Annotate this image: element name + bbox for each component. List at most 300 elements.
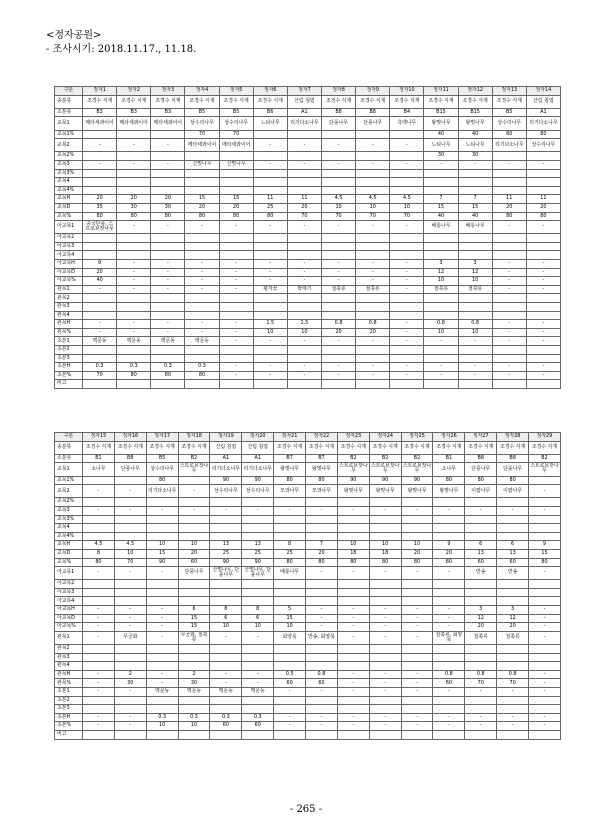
- table-cell: 2: [114, 670, 146, 679]
- table-cell: 반송: [497, 567, 529, 580]
- table-cell: 측백나무: [390, 117, 424, 130]
- table-cell: [114, 662, 146, 671]
- table-cell: [433, 696, 465, 705]
- table-row: [55, 515, 561, 524]
- table-cell: -: [83, 688, 115, 697]
- table-cell: B7: [306, 454, 338, 463]
- table-cell: 10: [178, 722, 210, 731]
- table-cell: [306, 653, 338, 662]
- table-cell: [83, 234, 117, 243]
- table-cell: [83, 242, 117, 251]
- table-cell: [306, 597, 338, 606]
- table-cell: -: [210, 679, 242, 688]
- table-cell: [117, 311, 151, 320]
- table-cell: [356, 303, 390, 312]
- table-cell: -: [117, 285, 151, 294]
- table-cell: [117, 380, 151, 389]
- table-cell: [185, 380, 219, 389]
- table-cell: -: [356, 160, 390, 169]
- table-cell: [492, 303, 526, 312]
- header-row: [55, 87, 561, 96]
- table-cell: [178, 645, 210, 654]
- table-cell: 중국단풍, 스트로브잣나무: [83, 221, 117, 234]
- table-cell: 80: [492, 212, 526, 221]
- row-label: 초본2: [55, 696, 83, 705]
- table-cell: -: [529, 631, 561, 644]
- table-cell: 0.3: [210, 713, 242, 722]
- table-row: [55, 328, 561, 337]
- table-cell: 10: [390, 203, 424, 212]
- table-cell: [526, 354, 560, 363]
- table-cell: -: [433, 722, 465, 731]
- table-cell: 왕벚나무: [433, 485, 465, 498]
- table-header: [55, 433, 561, 442]
- table-cell: 맥문동: [151, 337, 185, 346]
- table-cell: [185, 251, 219, 260]
- row-label: 교목2%: [55, 152, 83, 161]
- table-cell: -: [306, 623, 338, 632]
- table-cell: [321, 169, 355, 178]
- table-cell: [146, 580, 178, 589]
- table-cell: B3: [117, 108, 151, 117]
- table-cell: [321, 234, 355, 243]
- table-cell: [369, 705, 401, 714]
- table-cell: 조경수 식재: [83, 95, 117, 108]
- table-cell: [390, 346, 424, 355]
- row-label: 교목2: [55, 139, 83, 152]
- table-cell: -: [526, 268, 560, 277]
- table-cell: [117, 178, 151, 187]
- table-cell: 20: [321, 328, 355, 337]
- table-cell: [185, 311, 219, 320]
- table-cell: 90: [242, 476, 274, 485]
- table-cell: [83, 696, 115, 705]
- table-cell: 조경수 식재: [433, 441, 465, 454]
- table-cell: 스트로브잣나무: [179, 463, 209, 475]
- row-label: 아교목3: [55, 588, 83, 597]
- table-cell: [356, 169, 390, 178]
- table-cell: 단풍나무: [321, 117, 355, 130]
- column-header-label: 구분: [55, 87, 83, 96]
- row-label: 교목1%: [55, 130, 83, 139]
- row-label: 초본2: [55, 346, 83, 355]
- table-cell: -: [83, 679, 115, 688]
- table-cell: 상수리나무: [146, 463, 178, 476]
- table-cell: [178, 524, 210, 533]
- table-cell: [492, 294, 526, 303]
- table-cell: 느티나무: [253, 117, 287, 130]
- table-cell: 80: [117, 371, 151, 380]
- row-label: 소분류: [55, 454, 83, 463]
- table-cell: 90: [401, 476, 433, 485]
- table-cell: [146, 498, 178, 507]
- table-cell: [465, 532, 497, 541]
- table-cell: [497, 597, 529, 606]
- table-cell: -: [287, 268, 321, 277]
- table-cell: [433, 705, 465, 714]
- table-row: [55, 178, 561, 187]
- table-cell: 80: [253, 212, 287, 221]
- table-cell: -: [185, 260, 219, 269]
- table-cell: -: [114, 485, 146, 498]
- table-cell: 조경수 식재: [458, 95, 492, 108]
- table-cell: -: [529, 679, 561, 688]
- table-cell: [114, 645, 146, 654]
- table-cell: -: [492, 371, 526, 380]
- table-cell: 80: [219, 212, 253, 221]
- table-cell: -: [117, 160, 151, 169]
- table-cell: [83, 346, 117, 355]
- table-row: [55, 234, 561, 243]
- column-header: 정자25: [401, 433, 433, 442]
- table-row: [55, 580, 561, 589]
- table-cell: 60: [178, 558, 210, 567]
- table-cell: [356, 380, 390, 389]
- table-cell: 80: [151, 212, 185, 221]
- table-cell: 25: [242, 549, 274, 558]
- table-cell: 20: [287, 203, 321, 212]
- table-cell: 80: [185, 212, 219, 221]
- table-cell: [526, 242, 560, 251]
- table-cell: [356, 354, 390, 363]
- table-cell: 30: [117, 203, 151, 212]
- row-label: 관목3: [55, 653, 83, 662]
- table-cell: -: [83, 713, 115, 722]
- table-cell: -: [492, 160, 526, 169]
- table-row: [55, 705, 561, 714]
- table-cell: [529, 588, 561, 597]
- table-cell: -: [526, 320, 560, 329]
- table-cell: -: [83, 506, 115, 515]
- table-cell: [492, 251, 526, 260]
- table-cell: [492, 311, 526, 320]
- table-cell: [83, 498, 115, 507]
- table-cell: 조경수 식재: [306, 441, 338, 454]
- table-row: [55, 268, 561, 277]
- table-cell: [83, 705, 115, 714]
- table-cell: 3: [497, 606, 529, 615]
- table-cell: 철쭉류: [465, 631, 497, 644]
- table-cell: -: [146, 506, 178, 515]
- table-cell: -: [401, 722, 433, 731]
- table-cell: [210, 597, 242, 606]
- table-cell: [337, 588, 369, 597]
- table-cell: -: [185, 328, 219, 337]
- table-cell: [458, 251, 492, 260]
- table-cell: -: [321, 160, 355, 169]
- table-cell: [146, 588, 178, 597]
- table-cell: [433, 597, 465, 606]
- table-cell: [219, 346, 253, 355]
- table-cell: 30: [424, 152, 458, 161]
- table-row: [55, 337, 561, 346]
- table-cell: 맥문동: [210, 688, 242, 697]
- table-cell: [497, 580, 529, 589]
- table-cell: 6: [210, 614, 242, 623]
- table-cell: -: [526, 328, 560, 337]
- table-cell: [321, 152, 355, 161]
- table-cell: [83, 152, 117, 161]
- table-cell: [526, 169, 560, 178]
- table-cell: [492, 234, 526, 243]
- row-label: 초본3: [55, 354, 83, 363]
- row-label: 관목4: [55, 662, 83, 671]
- table-cell: [210, 653, 242, 662]
- table-cell: [306, 696, 338, 705]
- table-cell: [390, 303, 424, 312]
- table-cell: -: [219, 363, 253, 372]
- table-cell: [274, 645, 306, 654]
- table-cell: [465, 498, 497, 507]
- table-cell: 10: [146, 541, 178, 550]
- table-cell: [242, 524, 274, 533]
- table-cell: 8: [83, 549, 115, 558]
- table-row: [55, 532, 561, 541]
- table-cell: [337, 645, 369, 654]
- table-cell: A1: [242, 454, 274, 463]
- table-cell: [321, 186, 355, 195]
- table-row: [55, 346, 561, 355]
- table-cell: -: [274, 722, 306, 731]
- row-label: 아교목2: [55, 234, 83, 243]
- table-cell: [151, 234, 185, 243]
- table-cell: -: [492, 337, 526, 346]
- table-cell: B5: [185, 108, 219, 117]
- header-row: [55, 433, 561, 442]
- table-cell: [529, 498, 561, 507]
- table-cell: [185, 169, 219, 178]
- table-cell: B1: [83, 454, 115, 463]
- table-cell: [433, 588, 465, 597]
- table-cell: [356, 311, 390, 320]
- table-cell: [151, 354, 185, 363]
- table-cell: [210, 645, 242, 654]
- row-label: 교목D: [55, 203, 83, 212]
- table-cell: -: [185, 221, 219, 234]
- table-cell: [401, 730, 433, 739]
- row-label: 교목4%: [55, 532, 83, 541]
- table-cell: [83, 311, 117, 320]
- table-cell: [253, 311, 287, 320]
- table-cell: -: [458, 160, 492, 169]
- table-cell: B6: [253, 108, 287, 117]
- table-cell: -: [526, 160, 560, 169]
- table-cell: -: [306, 567, 338, 580]
- table-cell: 반송: [465, 567, 497, 580]
- table-cell: [526, 294, 560, 303]
- table-cell: [497, 524, 529, 533]
- table-cell: [274, 662, 306, 671]
- page-number: - 265 -: [289, 804, 323, 815]
- table-cell: [390, 169, 424, 178]
- table-cell: 11: [253, 195, 287, 204]
- table-cell: [465, 524, 497, 533]
- table-row: [55, 95, 561, 108]
- table-cell: 단풍나무: [356, 117, 390, 130]
- row-label: 소분류: [55, 108, 83, 117]
- table-cell: [337, 498, 369, 507]
- table-cell: 상수리나무: [492, 117, 526, 130]
- table-cell: [321, 242, 355, 251]
- table-cell: [356, 178, 390, 187]
- table-cell: -: [492, 363, 526, 372]
- table-cell: [424, 294, 458, 303]
- table-cell: [390, 251, 424, 260]
- table-cell: [146, 515, 178, 524]
- table-cell: 10: [274, 623, 306, 632]
- table-cell: [356, 294, 390, 303]
- table-cell: 조경수 식재: [356, 95, 390, 108]
- table-cell: -: [390, 139, 424, 152]
- table-cell: -: [526, 277, 560, 286]
- table-cell: [465, 705, 497, 714]
- table-row: [55, 130, 561, 139]
- table-row: [55, 670, 561, 679]
- table-cell: [114, 653, 146, 662]
- table-cell: -: [83, 160, 117, 169]
- table-cell: [369, 730, 401, 739]
- table-row: [55, 311, 561, 320]
- table-cell: -: [337, 631, 369, 644]
- table-cell: [526, 186, 560, 195]
- table-cell: -: [242, 506, 274, 515]
- table-cell: -: [253, 337, 287, 346]
- table-cell: [146, 696, 178, 705]
- table-cell: -: [287, 260, 321, 269]
- table-cell: -: [83, 139, 117, 152]
- table-cell: [253, 346, 287, 355]
- row-label: 관목%: [55, 679, 83, 688]
- table-cell: [306, 498, 338, 507]
- table-cell: [401, 597, 433, 606]
- table-cell: -: [83, 623, 115, 632]
- table-row: [55, 713, 561, 722]
- table-row: [55, 285, 561, 294]
- table-cell: [287, 311, 321, 320]
- table-cell: -: [146, 679, 178, 688]
- table-cell: -: [146, 614, 178, 623]
- table-cell: [287, 242, 321, 251]
- table-cell: [146, 653, 178, 662]
- table-cell: 스트로브잣나무: [370, 463, 400, 475]
- table-cell: [83, 294, 117, 303]
- table-cell: 13: [210, 541, 242, 550]
- table-cell: [151, 178, 185, 187]
- table-cell: [433, 524, 465, 533]
- table-cell: -: [356, 371, 390, 380]
- table-cell: [321, 303, 355, 312]
- table-cell: [424, 178, 458, 187]
- table-cell: [356, 242, 390, 251]
- table-cell: 조경수 식재: [219, 95, 253, 108]
- table-cell: -: [492, 268, 526, 277]
- table-cell: -: [151, 260, 185, 269]
- table-cell: -: [253, 277, 287, 286]
- table-cell: -: [117, 328, 151, 337]
- table-cell: [151, 303, 185, 312]
- table-cell: -: [356, 277, 390, 286]
- table-cell: [424, 242, 458, 251]
- table-cell: A1: [210, 454, 242, 463]
- table-cell: [526, 311, 560, 320]
- table-cell: [526, 178, 560, 187]
- table-cell: 80: [274, 476, 306, 485]
- table-cell: -: [433, 614, 465, 623]
- table-cell: [210, 696, 242, 705]
- table-cell: 반송, 회양목: [306, 631, 338, 644]
- row-label: 교목1: [55, 117, 83, 130]
- table-cell: 무궁화, 철쭉류: [178, 631, 210, 644]
- table-cell: -: [526, 221, 560, 234]
- table-cell: [401, 524, 433, 533]
- table-cell: [210, 524, 242, 533]
- table-cell: [424, 303, 458, 312]
- table-cell: 메타세콰이어: [151, 117, 185, 130]
- table-cell: 상수리나무: [526, 139, 560, 152]
- table-cell: 왕벚나무: [458, 117, 492, 130]
- table-cell: -: [390, 268, 424, 277]
- table-row: [55, 662, 561, 671]
- table-cell: 12: [424, 268, 458, 277]
- table-cell: [287, 169, 321, 178]
- table-cell: [424, 311, 458, 320]
- table-cell: [526, 251, 560, 260]
- table-cell: 80: [146, 476, 178, 485]
- column-header: 정자23: [337, 433, 369, 442]
- table-cell: 조경수 식재: [497, 441, 529, 454]
- table-cell: -: [151, 139, 185, 152]
- table-cell: [210, 515, 242, 524]
- row-label: 교목3%: [55, 515, 83, 524]
- table-cell: 80: [433, 558, 465, 567]
- row-label: 초본H: [55, 363, 83, 372]
- table-cell: 10: [210, 623, 242, 632]
- table-cell: 조경수 식재: [114, 441, 146, 454]
- table-cell: [117, 152, 151, 161]
- table-cell: [306, 645, 338, 654]
- table-row: [55, 212, 561, 221]
- row-label: 관목H: [55, 320, 83, 329]
- table-row: [55, 260, 561, 269]
- table-cell: [529, 696, 561, 705]
- table-cell: 왕벚나무: [401, 485, 433, 498]
- table-cell: 산벚나무: [185, 160, 219, 169]
- table-cell: 80: [465, 476, 497, 485]
- table-cell: [337, 696, 369, 705]
- column-header: 정자29: [529, 433, 561, 442]
- table-cell: 산림 침엽: [287, 95, 321, 108]
- table-row: [55, 294, 561, 303]
- table-cell: [497, 662, 529, 671]
- table-cell: -: [337, 567, 369, 580]
- table-cell: 9: [83, 260, 117, 269]
- table-cell: [114, 515, 146, 524]
- table-cell: -: [114, 722, 146, 731]
- table-cell: -: [401, 606, 433, 615]
- table-cell: 15: [424, 203, 458, 212]
- table-cell: [526, 234, 560, 243]
- table-cell: [151, 152, 185, 161]
- column-header: 정자2: [117, 87, 151, 96]
- table-cell: [178, 515, 210, 524]
- table-cell: [465, 662, 497, 671]
- table-row: [55, 117, 561, 130]
- table-cell: 조경수 식재: [529, 441, 561, 454]
- section-title: <정자공원>: [46, 30, 102, 41]
- table-cell: -: [114, 614, 146, 623]
- table-cell: -: [401, 688, 433, 697]
- table-cell: -: [114, 713, 146, 722]
